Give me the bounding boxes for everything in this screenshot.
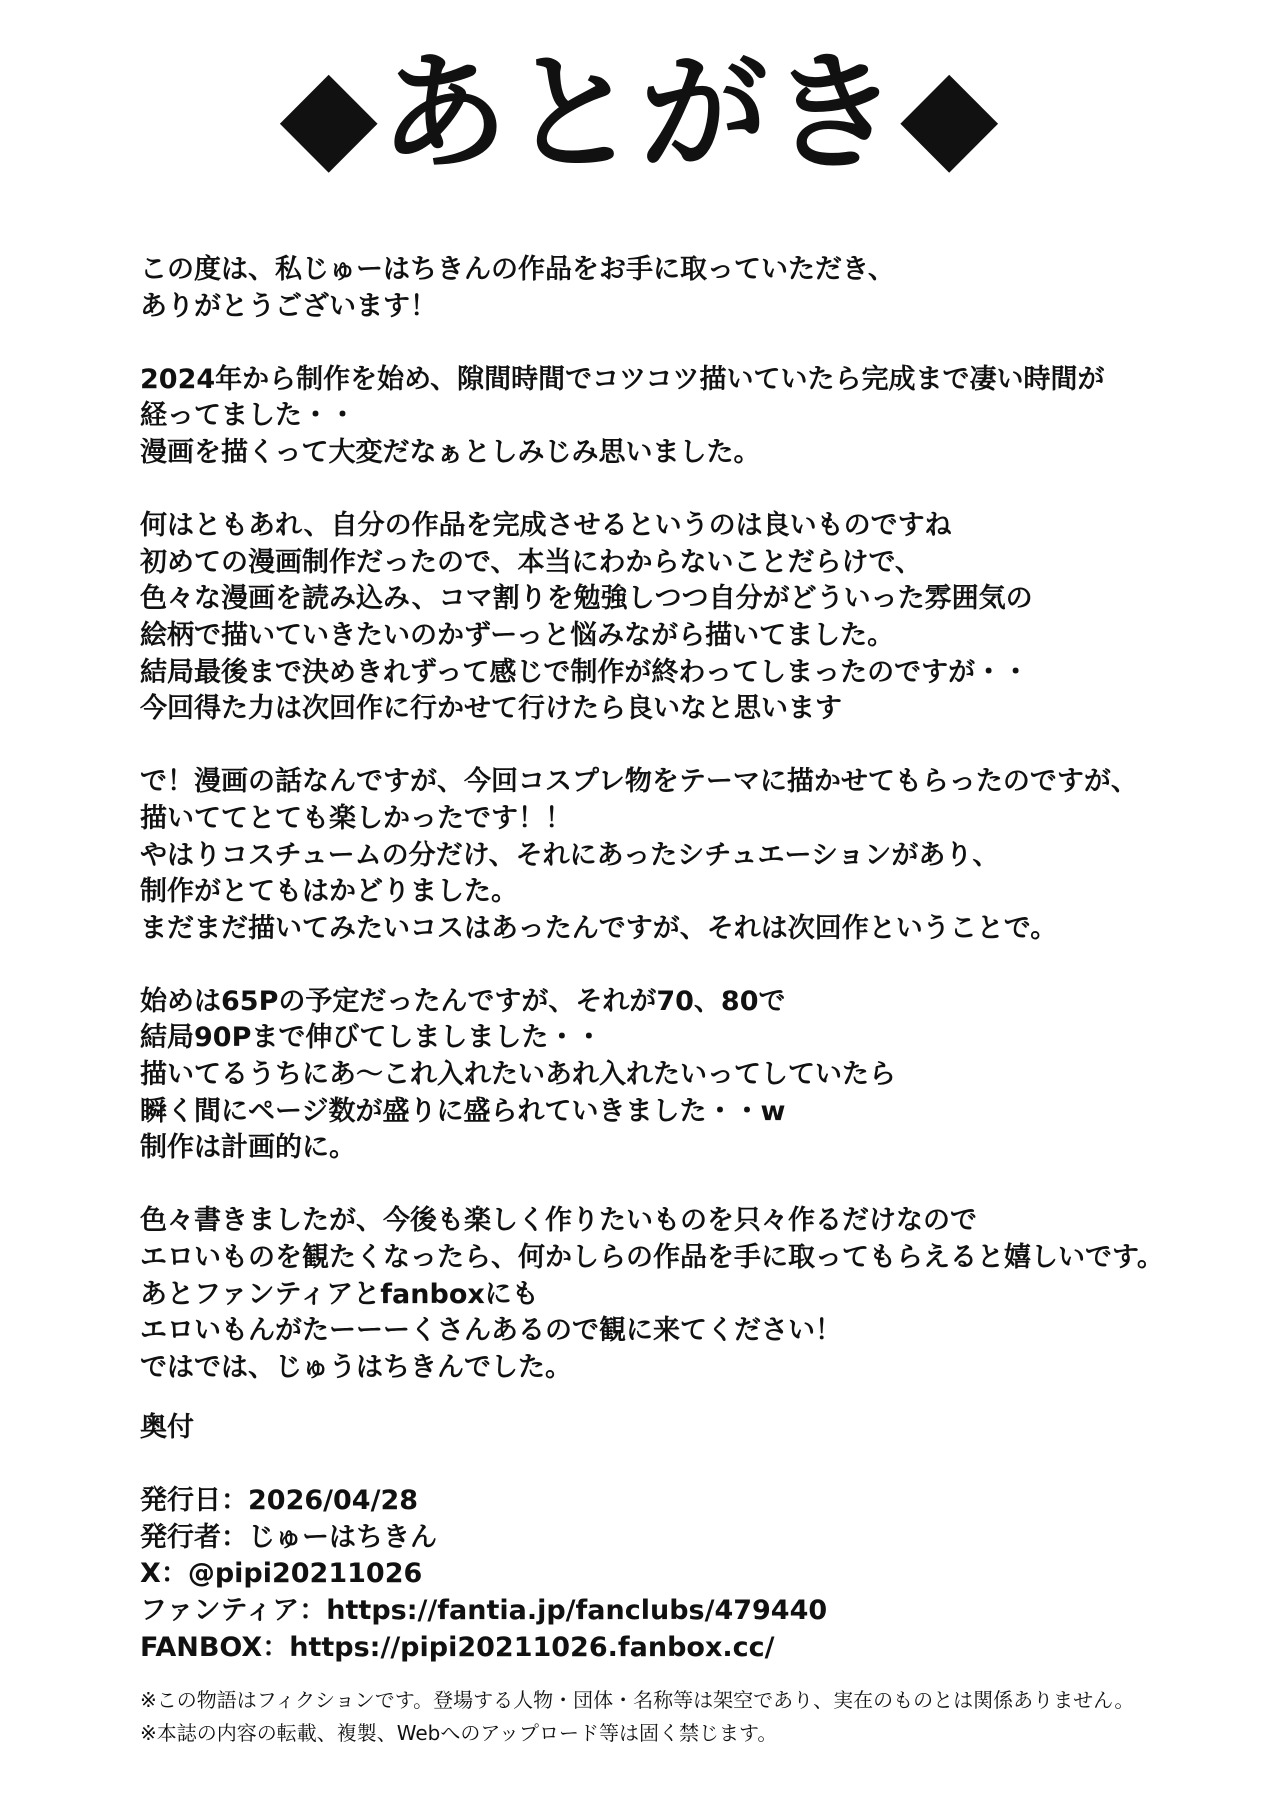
paragraph-line: エロいものを観たくなったら、何かしらの作品を手に取ってもらえると嬉しいです。: [140, 1242, 1164, 1274]
fiction-disclaimer: ※この物語はフィクションです。登場する人物・団体・名称等は架空であり、実在のものとは関係ありません。: [140, 1688, 1135, 1712]
paragraph: [140, 764, 1260, 947]
paragraph-line: 結局90Pまで伸びてしましました・・: [140, 1022, 603, 1054]
paragraph-line: ではでは、じゅうはちきんでした。: [140, 1351, 572, 1383]
colophon: [140, 1410, 1260, 1666]
paragraph: [140, 984, 1260, 1167]
paragraph-line: エロいもんがたーーーくさんあるので観に来てください！: [140, 1315, 842, 1347]
paragraph-line: 色々書きましたが、今後も楽しく作りたいものを只々作るだけなので: [140, 1205, 977, 1237]
paragraph-line: 瞬く間にページ数が盛りに盛られていきました・・w: [140, 1095, 786, 1127]
paragraph-line: あとファンティアとfanboxにも: [140, 1278, 539, 1310]
paragraph: [140, 362, 1260, 472]
paragraph-line: やはりコスチュームの分だけ、それにあったシチュエーションがあり、: [140, 839, 1000, 871]
page-title: ◆あとがき◆: [279, 38, 1001, 188]
paragraph-line: まだまだ描いてみたいコスはあったんですが、それは次回作ということで。: [140, 912, 1058, 944]
paragraph-line: 漫画を描くって大変だなぁとしみじみ思いました。: [140, 436, 761, 468]
publisher: 発行者：じゅーはちきん: [140, 1521, 437, 1553]
paragraph-line: 始めは65Pの予定だったんですが、それが70、80で: [140, 985, 786, 1017]
paragraph-line: 2024年から制作を始め、隙間時間でコツコツ描いていたら完成まで凄い時間が: [140, 363, 1105, 395]
paragraph: [140, 508, 1260, 728]
fanbox-link: FANBOX：https://pipi20211026.fanbox.cc/: [140, 1631, 775, 1663]
paragraph-line: 描いててとても楽しかったです！！: [140, 802, 572, 834]
notes: [140, 1684, 1260, 1750]
paragraph-line: 結局最後まで決めきれずって感じで制作が終わってしまったのですが・・: [140, 656, 1030, 688]
paragraph-line: 絵柄で描いていきたいのかずーっと悩みながら描いてました。: [140, 619, 895, 651]
paragraph: [140, 1203, 1260, 1386]
paragraph-line: ありがとうございます！: [140, 290, 437, 322]
publish-date: 発行日：2026/04/28: [140, 1485, 419, 1517]
afterword-body: [140, 252, 1260, 1423]
paragraph-line: 何はともあれ、自分の作品を完成させるというのは良いものですね: [140, 510, 952, 542]
paragraph-line: 今回得た力は次回作に行かせて行けたら良いなと思います: [140, 693, 842, 725]
paragraph-line: 制作は計画的に。: [140, 1132, 356, 1164]
fantia-link: ファンティア：https://fantia.jp/fanclubs/479440: [140, 1594, 828, 1626]
paragraph-line: 初めての漫画制作だったので、本当にわからないことだらけで、: [140, 546, 922, 578]
paragraph-line: この度は、私じゅーはちきんの作品をお手に取っていただき、: [140, 254, 895, 285]
paragraph: [140, 252, 1260, 325]
paragraph-line: 制作がとてもはかどりました。: [140, 876, 518, 908]
paragraph-line: 色々な漫画を読み込み、コマ割りを勉強しつつ自分がどういった雰囲気の: [140, 583, 1033, 615]
x-account: X：@pipi20211026: [140, 1558, 423, 1590]
paragraph-line: 経ってました・・: [140, 400, 356, 432]
paragraph-line: 描いてるうちにあ〜これ入れたいあれ入れたいってしていたら: [140, 1059, 896, 1091]
paragraph-line: で！漫画の話なんですが、今回コスプレ物をテーマに描かせてもらったのですが、: [140, 766, 1138, 798]
reproduction-notice: ※本誌の内容の転載、複製、Webへのアップロード等は固く禁じます。: [140, 1721, 778, 1745]
colophon-heading: 奥付: [140, 1412, 194, 1443]
